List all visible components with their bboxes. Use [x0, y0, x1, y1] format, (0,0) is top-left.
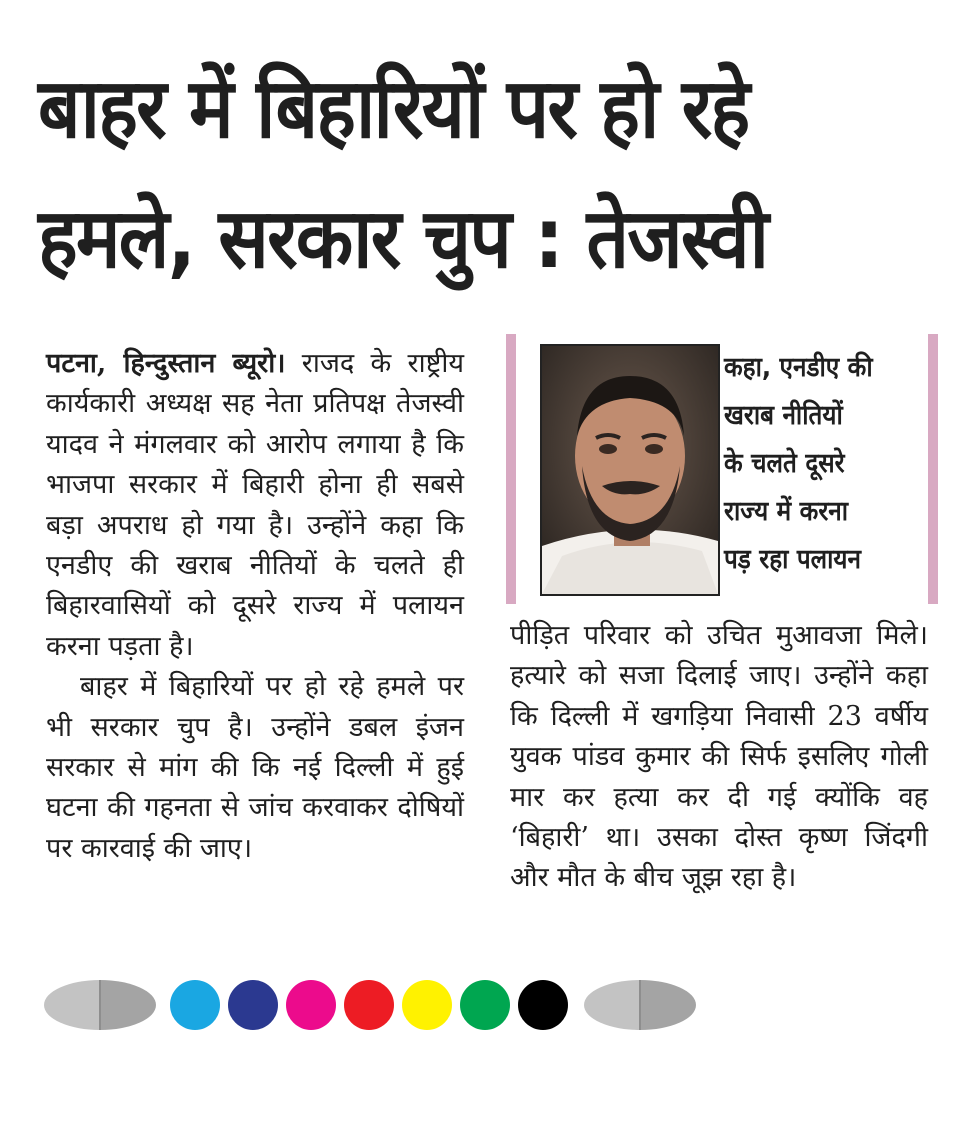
article-paragraph-1-text: राजद के राष्ट्रीय कार्यकारी अध्यक्ष सह नेता प्रतिपक्ष तेजस्वी यादव ने मंगलवार को आरोप लगाया है कि भाजपा सरकार में बिहारी होना ही सबसे बड़ा अपराध हो गया है। उन्होंने कहा कि एनडीए की खराब नीतियों के चलते ही बिहारवासियों को दूसरे राज्य में पलायन करना पड़ता है।	[46, 348, 465, 662]
portrait-image	[542, 346, 718, 594]
headline	[38, 44, 839, 304]
article-column-right	[510, 616, 928, 899]
pull-quote	[724, 344, 879, 584]
color-dot-green	[460, 980, 510, 1030]
headline-line-1: बाहर में बिहारियों पर हो रहे	[38, 60, 749, 157]
color-dot-black	[518, 980, 568, 1030]
pull-quote-line-4: राज्य में करना	[724, 496, 849, 527]
color-dot-blue	[228, 980, 278, 1030]
registration-oval-right	[584, 980, 696, 1030]
color-dot-yellow	[402, 980, 452, 1030]
headline-line-2: हमले, सरकार चुप : तेजस्वी	[38, 190, 768, 287]
article-column-left	[46, 344, 464, 869]
registration-oval-left	[44, 980, 156, 1030]
article-paragraph-1	[46, 344, 464, 667]
color-dot-cyan	[170, 980, 220, 1030]
article-paragraph-3: पीड़ित परिवार को उचित मुआवजा मिले। हत्यारे को सजा दिलाई जाए। उन्होंने कहा कि दिल्ली में खगड़िया निवासी 23 वर्षीय युवक पांडव कुमार की सिर्फ इसलिए गोली मार कर हत्या कर दी गई क्योंकि वह ‘बिहारी’ था। उसका दोस्त कृष्ण जिंदगी और मौत के बीच जूझ रहा है।	[510, 620, 928, 894]
registration-color-bar	[44, 980, 696, 1030]
pull-quote-line-5: पड़ रहा पलायन	[724, 544, 862, 575]
portrait-photo	[540, 344, 720, 596]
dateline: पटना, हिन्दुस्तान ब्यूरो।	[46, 348, 286, 379]
pull-quote-line-2: खराब नीतियों	[724, 400, 843, 431]
article-paragraph-2: बाहर में बिहारियों पर हो रहे हमले पर भी सरकार चुप है। उन्होंने डबल इंजन सरकार से मांग की कि नई दिल्ली में हुई घटना की गहनता से जांच करवाकर दोषियों पर कारवाई की जाए।	[46, 671, 464, 864]
pull-quote-line-3: के चलते दूसरे	[724, 448, 845, 479]
pull-quote-line-1: कहा, एनडीए की	[724, 352, 873, 383]
color-dot-magenta	[286, 980, 336, 1030]
color-dot-red	[344, 980, 394, 1030]
